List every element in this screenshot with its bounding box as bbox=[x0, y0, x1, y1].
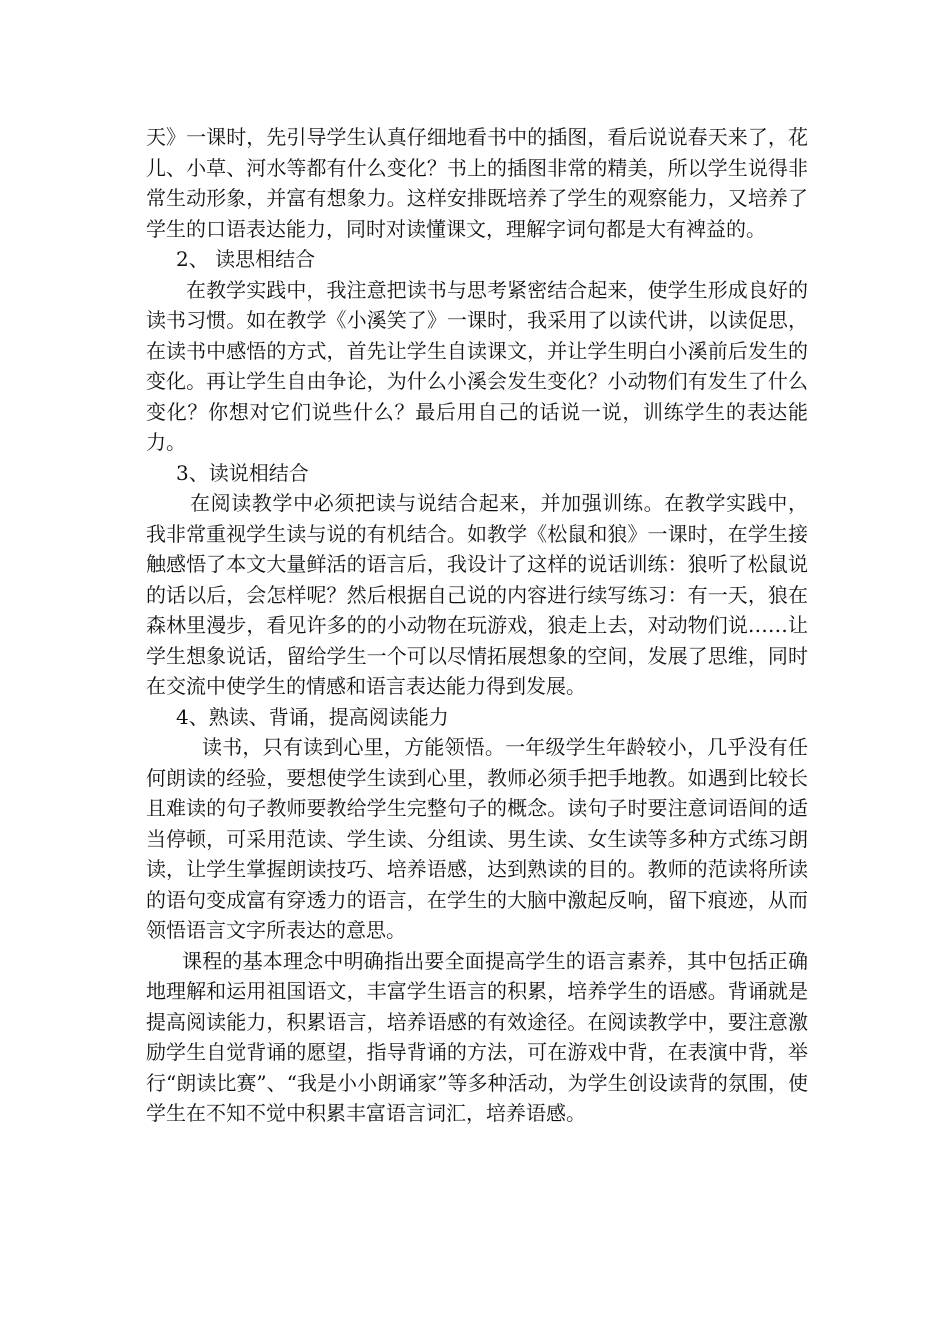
section-heading-4: 4、熟读、背诵，提高阅读能力 bbox=[176, 704, 449, 729]
section-heading-2: 2、 读思相结合 bbox=[176, 247, 316, 271]
paragraph-continuation: 天》一课时，先引导学生认真仔细地看书中的插图，看后说说春天来了，花儿、小草、河水等都有什么变化？书上的插图非常的精美，所以学生说得非常生动形象，并富有想象力。这样安排既培养了学生的观察能力，又培养了学生的口语表达能力，同时对读懂课文，理解字词句都是大有裨益的。 bbox=[146, 125, 808, 241]
section-heading-3: 3、读说相结合 bbox=[176, 460, 309, 485]
document-body bbox=[146, 122, 808, 1129]
paragraph-reading-speaking: 在阅读教学中必须把读与说结合起来，并加强训练。在教学实践中，我非常重视学生读与说的有机结合。如教学《松鼠和狼》一课时，在学生接触感悟了本文大量鲜活的语言后，我设计了这样的说话训练：狼听了松鼠说的话以后，会怎样呢？然后根据自己说的内容进行续写练习：有一天，狼在森林里漫步，看见许多的的小动物在玩游戏，狼走上去，对动物们说……让学生想象说话，留给学生一个可以尽情拓展想象的空间，发展了思维，同时在交流中使学生的情感和语言表达能力得到发展。 bbox=[146, 491, 808, 698]
paragraph-curriculum: 课程的基本理念中明确指出要全面提高学生的语言素养，其中包括正确地理解和运用祖国语文，丰富学生语言的积累，培养学生的语感。背诵就是提高阅读能力，积累语言，培养语感的有效途径。在阅读教学中，要注意激励学生自觉背诵的愿望，指导背诵的方法，可在游戏中背，在表演中背，举行“朗读比赛”、“我是小小朗诵家”等多种活动，为学生创设读背的氛围，使学生在不知不觉中积累丰富语言词汇，培养语感。 bbox=[146, 948, 808, 1125]
paragraph-recitation: 读书，只有读到心里，方能领悟。一年级学生年龄较小，几乎没有任何朗读的经验，要想使学生读到心里，教师必须手把手地教。如遇到比较长且难读的句子教师要教给学生完整句子的概念。读句子时要注意词语间的适当停顿，可采用范读、学生读、分组读、男生读、女生读等多种方式练习朗读，让学生掌握朗读技巧、培养语感，达到熟读的目的。教师的范读将所读的语句变成富有穿透力的语言，在学生的大脑中激起反响，留下痕迹，从而领悟语言文字所表达的意思。 bbox=[146, 735, 808, 942]
paragraph-reading-thinking: 在教学实践中，我注意把读书与思考紧密结合起来，使学生形成良好的读书习惯。如在教学《小溪笑了》一课时，我采用了以读代讲，以读促思，在读书中感悟的方式，首先让学生自读课文，并让学生明白小溪前后发生的变化。再让学生自由争论，为什么小溪会发生变化？小动物们有发生了什么变化？你想对它们说些什么？最后用自己的话说一说，训练学生的表达能力。 bbox=[146, 277, 808, 454]
